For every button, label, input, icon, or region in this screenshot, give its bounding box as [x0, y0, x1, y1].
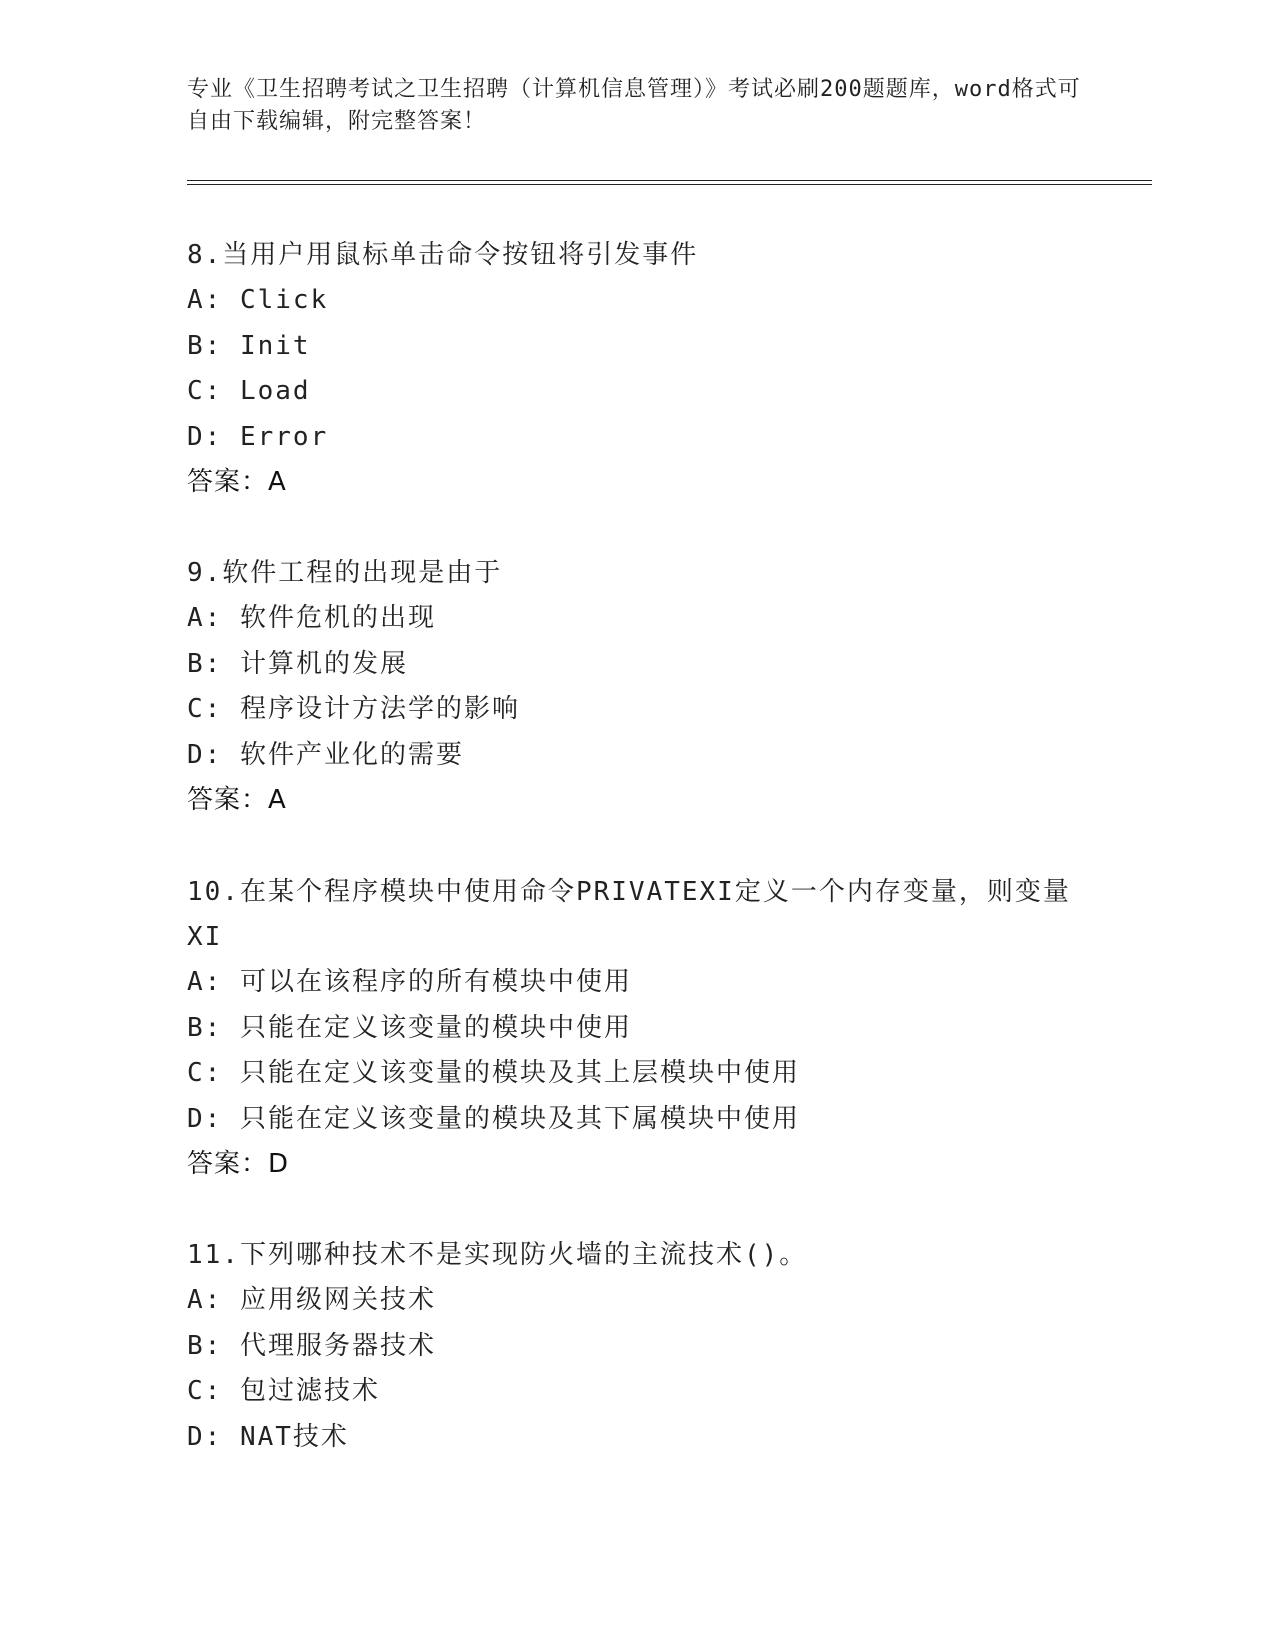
option-a: A: 应用级网关技术 — [187, 1285, 436, 1315]
option-b: B: 只能在定义该变量的模块中使用 — [187, 1012, 632, 1043]
option-d: D: NAT技术 — [187, 1421, 349, 1452]
option-b: B: Init — [187, 330, 311, 361]
option-b: B: 代理服务器技术 — [187, 1330, 436, 1361]
option-b: B: 计算机的发展 — [187, 648, 408, 679]
header-divider-top — [187, 180, 1152, 181]
option-c: C: 程序设计方法学的影响 — [187, 694, 520, 724]
answer-key: 答案：D — [187, 1149, 290, 1179]
option-d: D: 软件产业化的需要 — [187, 739, 464, 770]
question-10 — [187, 870, 1087, 1186]
question-stem: 9.软件工程的出现是由于 — [187, 558, 503, 588]
question-stem: 11.下列哪种技术不是实现防火墙的主流技术()。 — [187, 1240, 808, 1270]
option-a: A: Click — [187, 285, 329, 315]
answer-key: 答案：A — [187, 467, 287, 497]
answer-key: 答案：A — [187, 785, 287, 815]
question-stem: 8.当用户用鼠标单击命令按钮将引发事件 — [187, 240, 699, 270]
option-c: C: 只能在定义该变量的模块及其上层模块中使用 — [187, 1058, 800, 1088]
option-list — [187, 1278, 1087, 1460]
option-list — [187, 596, 1087, 778]
option-d: D: 只能在定义该变量的模块及其下属模块中使用 — [187, 1103, 800, 1134]
document-header-text: 专业《卫生招聘考试之卫生招聘（计算机信息管理）》考试必刷200题题库，word格式可自由下载编辑，附完整答案！ — [187, 77, 1081, 134]
option-c: C: 包过滤技术 — [187, 1376, 380, 1406]
option-d: D: Error — [187, 421, 329, 452]
header-divider-bottom — [187, 184, 1152, 185]
option-a: A: 软件危机的出现 — [187, 603, 436, 633]
question-11 — [187, 1233, 1087, 1460]
question-9 — [187, 551, 1087, 822]
option-a: A: 可以在该程序的所有模块中使用 — [187, 967, 632, 997]
option-list — [187, 278, 1087, 460]
question-stem: 10.在某个程序模块中使用命令PRIVATEXI定义一个内存变量，则变量XI — [187, 877, 1071, 952]
question-8 — [187, 233, 1087, 504]
option-list — [187, 960, 1087, 1142]
option-c: C: Load — [187, 376, 311, 406]
